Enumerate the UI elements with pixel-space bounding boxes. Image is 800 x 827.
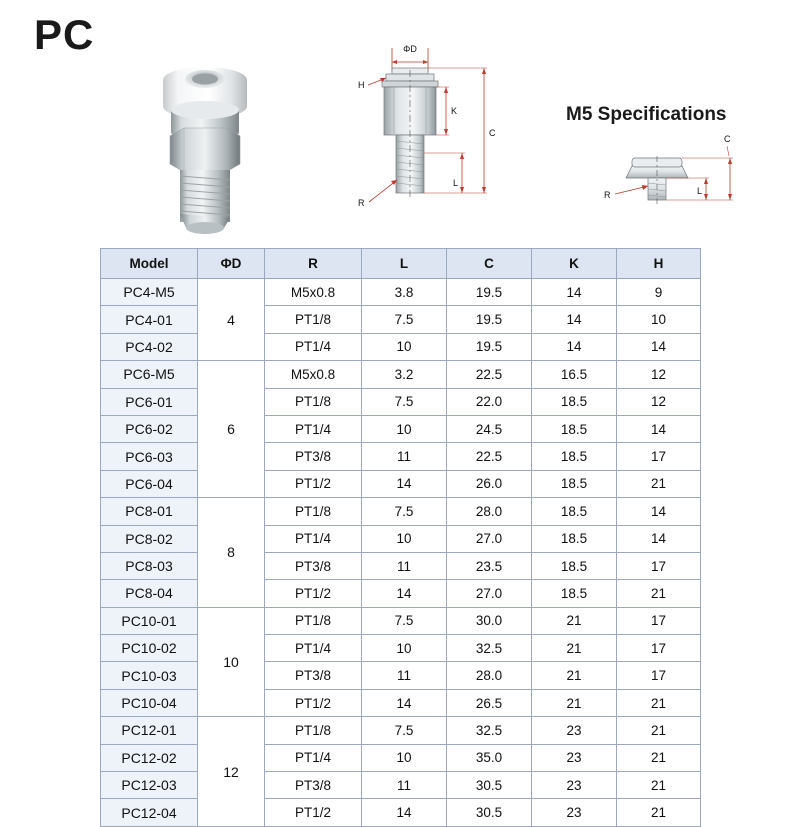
cell-c: 27.0 [447, 580, 532, 607]
cell-k: 21 [532, 689, 617, 716]
cell-r: PT1/4 [265, 744, 362, 771]
cell-h: 17 [617, 443, 701, 470]
table-row [101, 498, 701, 525]
illustration-band [0, 0, 800, 240]
cell-diameter: 10 [198, 607, 265, 717]
cell-r: PT1/4 [265, 333, 362, 360]
cell-r: PT1/2 [265, 689, 362, 716]
cell-l: 14 [362, 689, 447, 716]
cell-model: PC6-04 [101, 470, 198, 497]
cell-model: PC8-03 [101, 552, 198, 579]
cell-r: PT1/8 [265, 388, 362, 415]
cell-model: PC12-03 [101, 772, 198, 799]
cell-c: 26.5 [447, 689, 532, 716]
cell-k: 23 [532, 717, 617, 744]
cell-k: 18.5 [532, 415, 617, 442]
cell-h: 21 [617, 689, 701, 716]
cell-h: 21 [617, 799, 701, 826]
table-row [101, 799, 701, 826]
cell-h: 10 [617, 306, 701, 333]
cell-h: 21 [617, 470, 701, 497]
cell-model: PC4-01 [101, 306, 198, 333]
cell-model: PC8-02 [101, 525, 198, 552]
cell-h: 9 [617, 279, 701, 306]
cell-c: 32.5 [447, 635, 532, 662]
cell-model: PC6-01 [101, 388, 198, 415]
cell-c: 30.5 [447, 799, 532, 826]
table-row [101, 772, 701, 799]
cell-c: 30.0 [447, 607, 532, 634]
table-row [101, 717, 701, 744]
cell-k: 18.5 [532, 388, 617, 415]
cell-model: PC12-04 [101, 799, 198, 826]
table-row [101, 552, 701, 579]
cell-r: M5x0.8 [265, 279, 362, 306]
table-row [101, 744, 701, 771]
table-row [101, 388, 701, 415]
svg-text:K: K [451, 106, 458, 116]
page-title: PC [34, 11, 95, 58]
cell-diameter: 4 [198, 279, 265, 361]
cell-c: 35.0 [447, 744, 532, 771]
cell-c: 22.5 [447, 443, 532, 470]
cell-r: PT3/8 [265, 552, 362, 579]
cell-k: 23 [532, 744, 617, 771]
cell-h: 14 [617, 498, 701, 525]
cell-c: 22.0 [447, 388, 532, 415]
cell-r: PT1/8 [265, 498, 362, 525]
cell-h: 12 [617, 361, 701, 388]
cell-r: PT1/8 [265, 306, 362, 333]
cell-c: 19.5 [447, 306, 532, 333]
cell-l: 7.5 [362, 306, 447, 333]
cell-h: 14 [617, 333, 701, 360]
cell-h: 17 [617, 607, 701, 634]
cell-l: 7.5 [362, 498, 447, 525]
cell-k: 18.5 [532, 525, 617, 552]
table-row [101, 689, 701, 716]
cell-k: 14 [532, 306, 617, 333]
cell-l: 7.5 [362, 717, 447, 744]
cell-k: 18.5 [532, 470, 617, 497]
cell-model: PC10-03 [101, 662, 198, 689]
svg-text:C: C [489, 128, 496, 138]
table-row [101, 279, 701, 306]
table-header-row [101, 249, 701, 279]
cell-model: PC4-M5 [101, 279, 198, 306]
cell-r: PT1/2 [265, 580, 362, 607]
cell-c: 28.0 [447, 662, 532, 689]
cell-r: PT1/4 [265, 525, 362, 552]
cell-k: 18.5 [532, 443, 617, 470]
cell-h: 17 [617, 635, 701, 662]
cell-l: 14 [362, 799, 447, 826]
cell-c: 28.0 [447, 498, 532, 525]
cell-c: 24.5 [447, 415, 532, 442]
cell-c: 22.5 [447, 361, 532, 388]
cell-k: 14 [532, 279, 617, 306]
cell-l: 7.5 [362, 607, 447, 634]
cell-l: 11 [362, 552, 447, 579]
cell-c: 27.0 [447, 525, 532, 552]
table-row [101, 662, 701, 689]
cell-l: 10 [362, 525, 447, 552]
cell-model: PC12-01 [101, 717, 198, 744]
product-photo [140, 52, 270, 237]
header-model: Model [101, 249, 198, 279]
cell-h: 12 [617, 388, 701, 415]
technical-drawing [350, 40, 540, 245]
svg-text:R: R [604, 190, 611, 200]
cell-k: 18.5 [532, 552, 617, 579]
cell-diameter: 6 [198, 361, 265, 498]
cell-c: 23.5 [447, 552, 532, 579]
header-l: L [362, 249, 447, 279]
table-row [101, 580, 701, 607]
header-phi-d: ΦD [198, 249, 265, 279]
table-row [101, 415, 701, 442]
cell-h: 17 [617, 552, 701, 579]
cell-model: PC12-02 [101, 744, 198, 771]
cell-l: 10 [362, 415, 447, 442]
table-row [101, 361, 701, 388]
cell-c: 32.5 [447, 717, 532, 744]
cell-l: 14 [362, 470, 447, 497]
cell-c: 19.5 [447, 333, 532, 360]
cell-k: 21 [532, 635, 617, 662]
cell-r: PT1/8 [265, 607, 362, 634]
cell-model: PC8-04 [101, 580, 198, 607]
cell-c: 26.0 [447, 470, 532, 497]
cell-r: M5x0.8 [265, 361, 362, 388]
table-row [101, 635, 701, 662]
svg-text:C: C [724, 134, 731, 144]
table-row [101, 443, 701, 470]
cell-r: PT1/4 [265, 635, 362, 662]
cell-model: PC6-02 [101, 415, 198, 442]
cell-model: PC8-01 [101, 498, 198, 525]
cell-h: 21 [617, 772, 701, 799]
cell-l: 14 [362, 580, 447, 607]
cell-r: PT1/2 [265, 470, 362, 497]
table-row [101, 525, 701, 552]
table-row [101, 306, 701, 333]
m5-drawing [596, 120, 776, 230]
cell-c: 30.5 [447, 772, 532, 799]
cell-l: 11 [362, 443, 447, 470]
table-body [101, 279, 701, 827]
header-r: R [265, 249, 362, 279]
cell-k: 14 [532, 333, 617, 360]
header-c: C [447, 249, 532, 279]
cell-h: 14 [617, 525, 701, 552]
svg-text:H: H [358, 80, 365, 90]
cell-l: 3.2 [362, 361, 447, 388]
cell-k: 16.5 [532, 361, 617, 388]
cell-h: 21 [617, 580, 701, 607]
cell-k: 18.5 [532, 580, 617, 607]
cell-r: PT1/4 [265, 415, 362, 442]
cell-l: 7.5 [362, 388, 447, 415]
cell-k: 21 [532, 662, 617, 689]
cell-h: 21 [617, 744, 701, 771]
cell-k: 21 [532, 607, 617, 634]
cell-k: 18.5 [532, 498, 617, 525]
cell-model: PC10-02 [101, 635, 198, 662]
cell-model: PC10-01 [101, 607, 198, 634]
cell-l: 11 [362, 772, 447, 799]
cell-l: 10 [362, 333, 447, 360]
svg-text:R: R [358, 198, 365, 208]
cell-h: 14 [617, 415, 701, 442]
cell-r: PT3/8 [265, 443, 362, 470]
cell-diameter: 8 [198, 498, 265, 608]
header-k: K [532, 249, 617, 279]
cell-k: 23 [532, 772, 617, 799]
table-row [101, 470, 701, 497]
m5-specifications-label: M5 Specifications [566, 104, 727, 125]
cell-r: PT3/8 [265, 662, 362, 689]
cell-model: PC6-M5 [101, 361, 198, 388]
cell-l: 11 [362, 662, 447, 689]
cell-r: PT1/2 [265, 799, 362, 826]
table-row [101, 333, 701, 360]
cell-h: 17 [617, 662, 701, 689]
cell-r: PT3/8 [265, 772, 362, 799]
header-h: H [617, 249, 701, 279]
cell-h: 21 [617, 717, 701, 744]
cell-model: PC6-03 [101, 443, 198, 470]
cell-model: PC4-02 [101, 333, 198, 360]
svg-text:L: L [453, 178, 459, 188]
cell-model: PC10-04 [101, 689, 198, 716]
cell-l: 3.8 [362, 279, 447, 306]
table-row [101, 607, 701, 634]
cell-diameter: 12 [198, 717, 265, 827]
svg-text:ΦD: ΦD [403, 44, 417, 54]
cell-r: PT1/8 [265, 717, 362, 744]
specifications-table [100, 248, 701, 827]
cell-l: 10 [362, 744, 447, 771]
cell-l: 10 [362, 635, 447, 662]
cell-k: 23 [532, 799, 617, 826]
svg-text:L: L [697, 186, 703, 196]
cell-c: 19.5 [447, 279, 532, 306]
